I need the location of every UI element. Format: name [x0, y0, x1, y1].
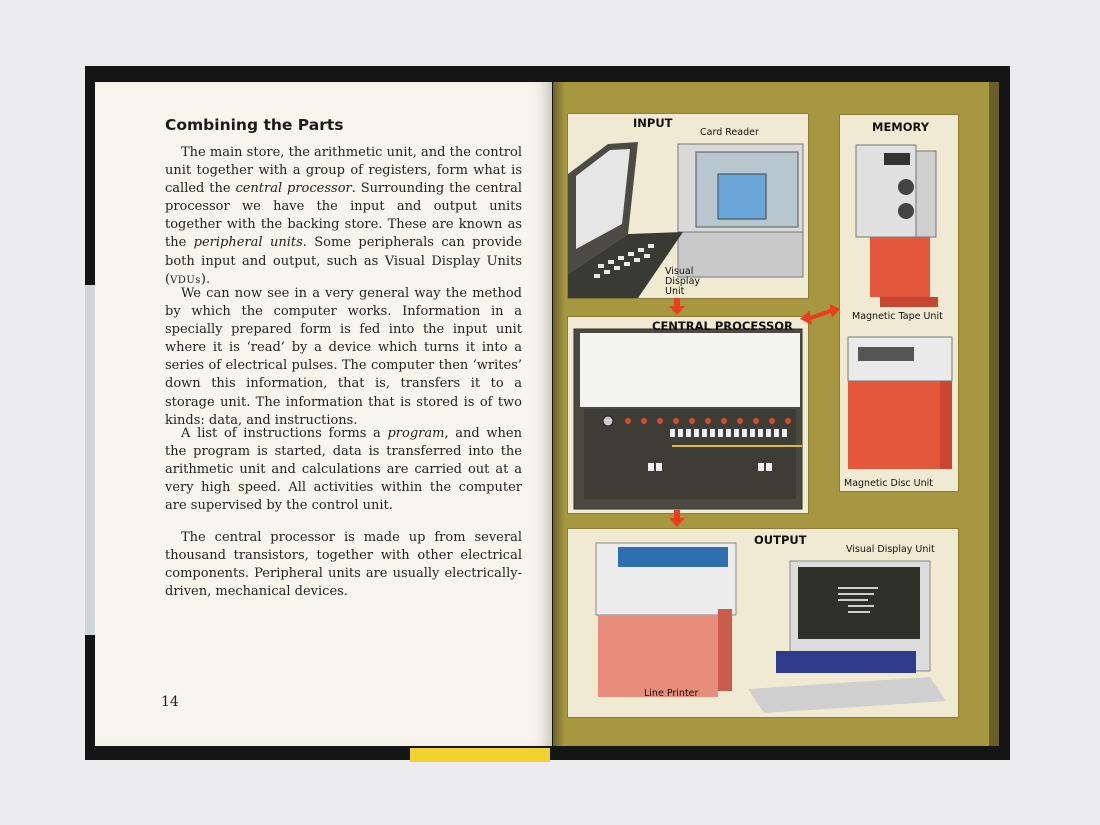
disc-unit-base: [848, 381, 940, 469]
magnetic-tape-label: Magnetic Tape Unit: [852, 311, 943, 322]
left-page: [95, 82, 552, 746]
page-title: Combining the Parts: [165, 116, 344, 134]
card-reader-label: Card Reader: [700, 127, 759, 138]
input-panel: [567, 113, 809, 299]
tape-reel-2: [898, 203, 914, 219]
vdu-output-label: Visual Display Unit: [846, 544, 935, 555]
page-edge-right: [989, 82, 999, 746]
paragraph-3: A list of instructions forms a program, and when the program is started, data is transferred into the arithmetic unit and calculations are carried out at a very high speed. All activities within the computer are supervised by the control unit.: [165, 426, 522, 514]
memory-label: MEMORY: [872, 120, 930, 134]
input-label: INPUT: [633, 116, 673, 130]
page-edge: [85, 285, 95, 635]
console-stripe: [672, 445, 802, 447]
processor-illustration: [568, 317, 808, 513]
output-label: OUTPUT: [754, 533, 807, 547]
tape-unit-base: [870, 237, 930, 297]
vdu-output-screen: [798, 567, 920, 639]
printer-lid: [618, 547, 728, 567]
vdu-output-keyboard: [776, 651, 916, 673]
tape-unit-panel: [884, 153, 910, 165]
vdu-output-base: [748, 677, 946, 713]
memory-illustration: [840, 115, 958, 491]
spine-shadow: [553, 82, 565, 746]
disc-unit-slot: [858, 347, 914, 361]
processor-top-panel: [580, 333, 800, 407]
memory-panel: [839, 114, 959, 492]
console-dial: [603, 416, 613, 426]
down-arrow-icon: [668, 510, 686, 528]
magnetic-disc-label: Magnetic Disc Unit: [844, 478, 934, 489]
paragraph-1: The main store, the arithmetic unit, and the control unit together with a group of registers, form what is called the central processor. Surrounding the central processor we have the input and output units together with the backing store. These are known as the peripheral units. Some peripherals can provide both input and output, such as Visual Display Units (VDUs).: [165, 145, 522, 287]
cover-decoration: [410, 748, 550, 762]
output-illustration: [568, 529, 958, 717]
disc-unit-side: [940, 381, 952, 469]
line-printer-label: Line Printer: [644, 688, 699, 699]
tape-unit-side: [916, 151, 936, 237]
double-arrow-icon: [800, 304, 842, 326]
down-arrow-icon: [668, 298, 686, 316]
central-processor-label: CENTRAL PROCESSOR: [652, 319, 793, 333]
printer-stand: [598, 615, 718, 697]
tape-reel-1: [898, 179, 914, 195]
central-processor-panel: [567, 316, 809, 514]
tape-unit-plinth: [880, 297, 938, 307]
vdu-input-label: Visual Display Unit: [665, 266, 701, 297]
paragraph-4: The central processor is made up from several thousand transistors, together with other electrical components. Peripheral units are usually electrically-driven, mechanical devices.: [165, 530, 522, 600]
output-panel: [567, 528, 959, 718]
paragraph-2: We can now see in a very general way the method by which the computer works. Information in a specially prepared form is fed into the input unit where it is ‘read’ by a device which turns it into a series of electrical pulses. The computer then ‘writes’ down this information, that is, transfers it to a storage unit. The information that is stored is of two kinds: data, and instructions.: [165, 286, 522, 428]
printer-stand-side: [718, 609, 732, 691]
card-reader-screen: [718, 174, 766, 219]
page-number: 14: [161, 694, 179, 710]
